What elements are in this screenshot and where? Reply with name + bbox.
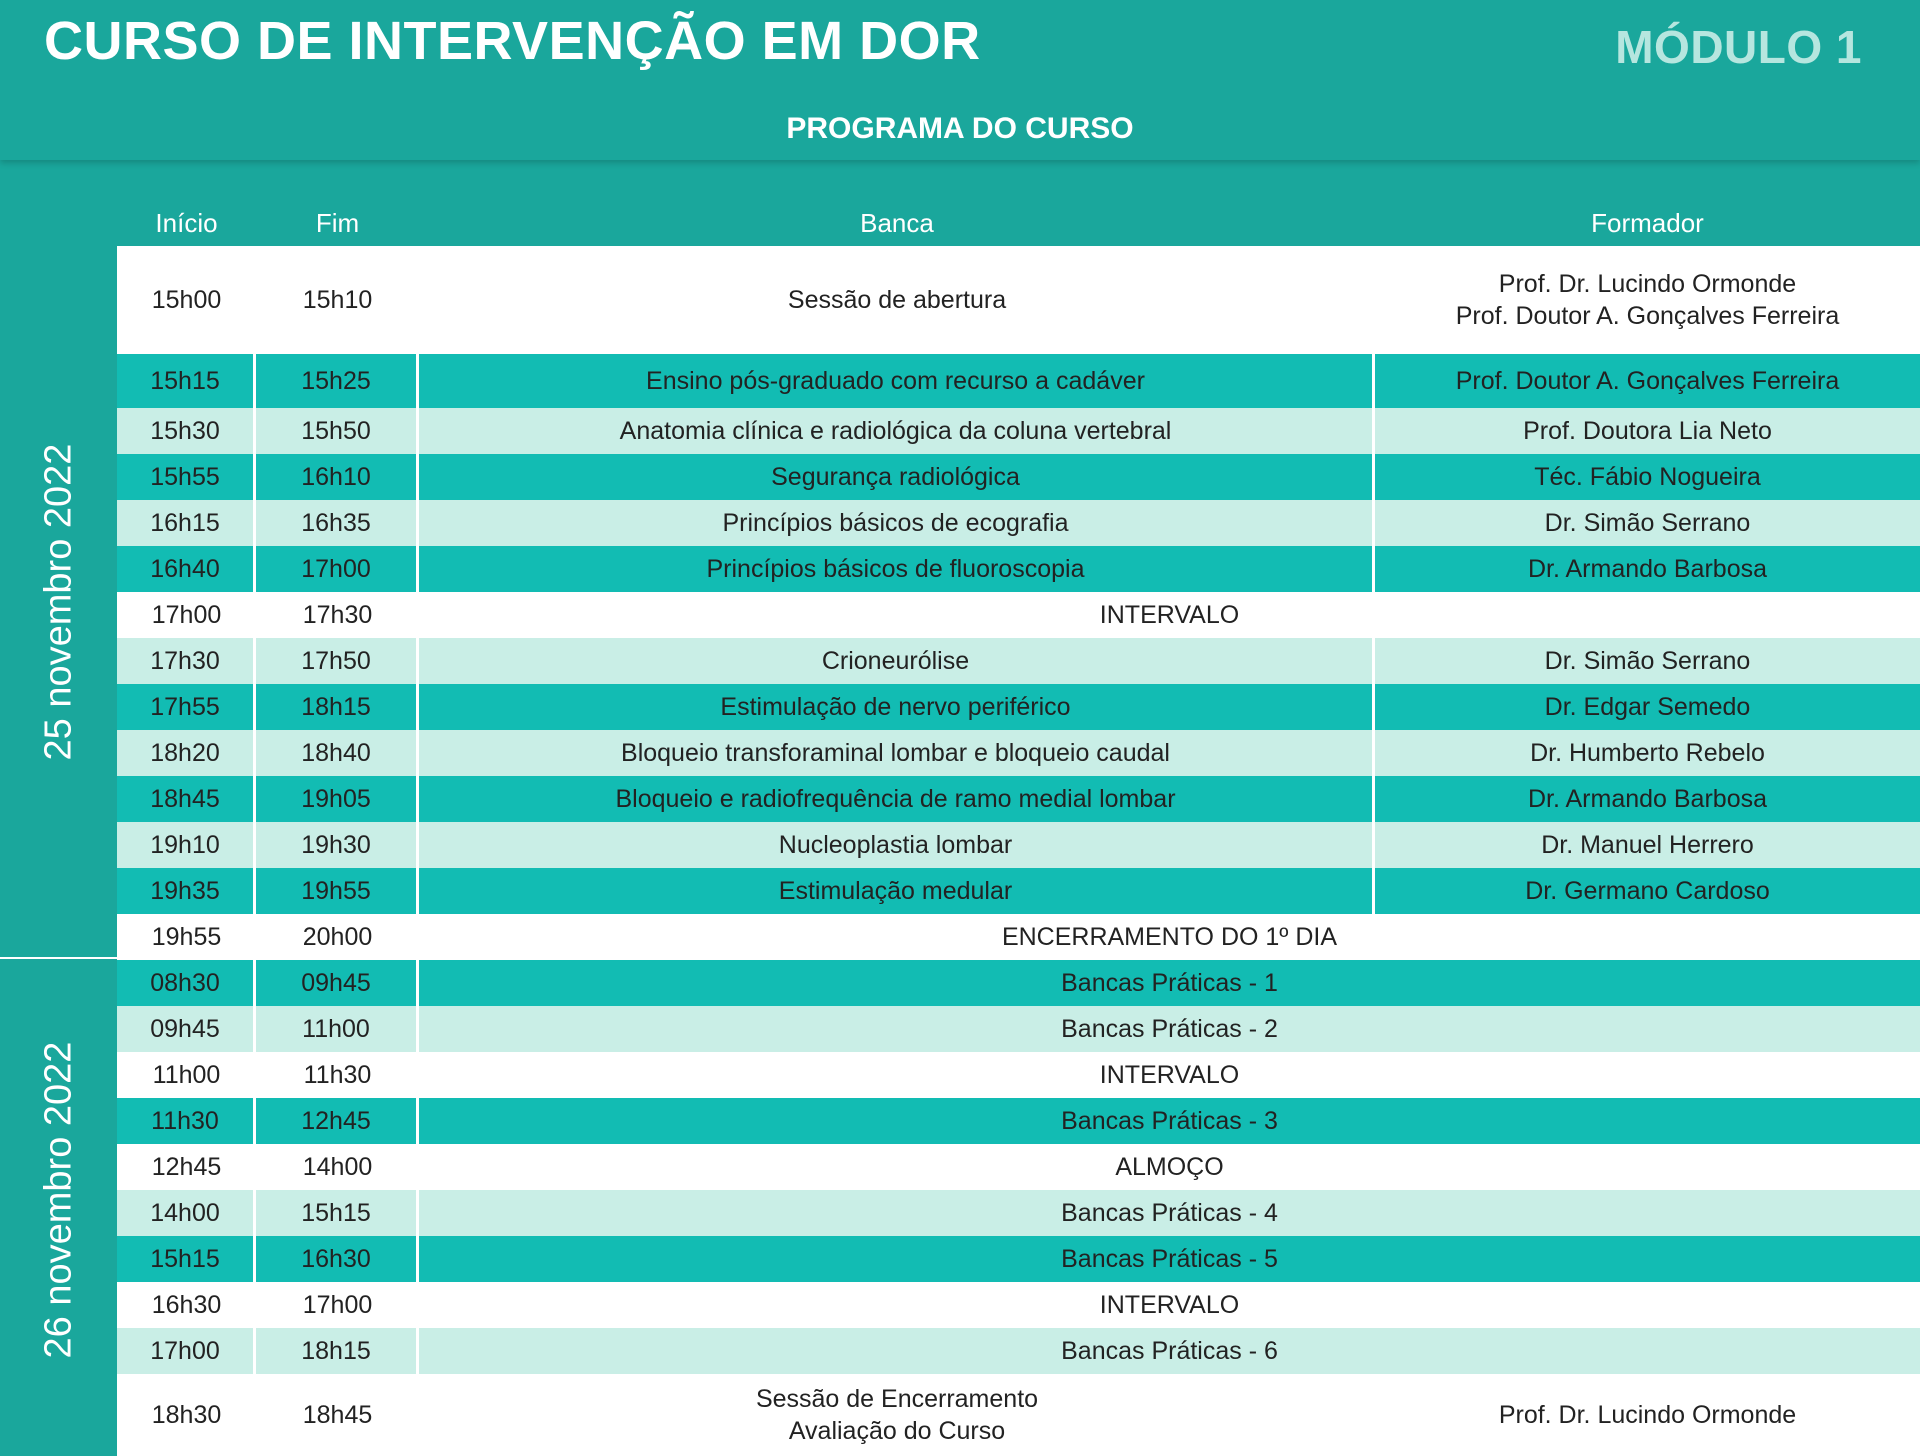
session-cell: INTERVALO xyxy=(1099,1291,1240,1319)
table-row xyxy=(117,776,1920,822)
table-row xyxy=(117,960,1920,1006)
start-time-cell: 17h00 xyxy=(151,601,222,629)
end-time-cell: 18h15 xyxy=(256,1328,419,1374)
column-header-trainer: Formador xyxy=(1591,208,1704,238)
end-time-cell: 15h25 xyxy=(256,354,419,408)
session-cell: Bancas Práticas - 6 xyxy=(1061,1337,1278,1365)
table-row xyxy=(117,1098,1920,1144)
session-cell: INTERVALO xyxy=(1099,601,1240,629)
start-time-cell: 18h20 xyxy=(117,730,256,776)
end-time-cell: 18h15 xyxy=(256,684,419,730)
end-time-cell: 18h40 xyxy=(256,730,419,776)
trainer-cell: Dr. Simão Serrano xyxy=(1544,509,1751,537)
end-time-cell: 16h35 xyxy=(256,500,419,546)
start-time-cell: 17h55 xyxy=(117,684,256,730)
table-row xyxy=(117,868,1920,914)
end-time-cell: 17h30 xyxy=(302,601,373,629)
end-time-cell: 15h50 xyxy=(256,408,419,454)
table-row xyxy=(117,1006,1920,1052)
end-time-cell: 15h10 xyxy=(302,286,373,314)
session-cell: ALMOÇO xyxy=(1115,1153,1224,1181)
start-time-cell: 19h10 xyxy=(117,822,256,868)
start-time-cell: 18h30 xyxy=(151,1401,222,1429)
end-time-cell: 16h10 xyxy=(256,454,419,500)
end-time-cell: 19h55 xyxy=(256,868,419,914)
trainer-cell: Prof. Dr. Lucindo Ormonde xyxy=(1498,1401,1797,1429)
end-time-cell: 11h30 xyxy=(303,1061,372,1089)
course-title: CURSO DE INTERVENÇÃO EM DOR xyxy=(44,11,981,71)
table-row xyxy=(117,638,1920,684)
session-cell: Princípios básicos de ecografia xyxy=(419,500,1375,546)
day-label-1 xyxy=(0,246,117,957)
end-time-cell: 11h00 xyxy=(256,1006,419,1052)
day-label-text: 26 novembro 2022 xyxy=(37,1041,79,1358)
start-time-cell: 15h15 xyxy=(117,1236,256,1282)
start-time-cell: 16h30 xyxy=(151,1291,222,1319)
session-cell: Bloqueio e radiofrequência de ramo medial lombar xyxy=(419,776,1375,822)
session-cell: Segurança radiológica xyxy=(419,454,1375,500)
table-row xyxy=(117,1328,1920,1374)
table-row xyxy=(117,408,1920,454)
start-time-cell: 15h00 xyxy=(151,286,222,314)
end-time-cell: 09h45 xyxy=(256,960,419,1006)
session-cell: Bancas Práticas - 1 xyxy=(1061,969,1278,997)
page-header xyxy=(0,0,1920,160)
session-cell: ENCERRAMENTO DO 1º DIA xyxy=(1001,923,1338,951)
trainer-cell: Dr. Armando Barbosa xyxy=(1527,555,1767,583)
table-row xyxy=(117,246,1920,354)
start-time-cell: 16h40 xyxy=(117,546,256,592)
session-cell: Sessão de abertura xyxy=(787,286,1007,314)
table-row xyxy=(117,822,1920,868)
start-time-cell: 11h00 xyxy=(152,1061,221,1089)
end-time-cell: 17h50 xyxy=(256,638,419,684)
start-time-cell: 18h45 xyxy=(117,776,256,822)
end-time-cell: 16h30 xyxy=(256,1236,419,1282)
session-cell: Nucleoplastia lombar xyxy=(419,822,1375,868)
start-time-cell: 19h55 xyxy=(151,923,222,951)
trainer-cell: Dr. Manuel Herrero xyxy=(1541,831,1754,859)
end-time-cell: 12h45 xyxy=(256,1098,419,1144)
table-row xyxy=(117,730,1920,776)
start-time-cell: 12h45 xyxy=(151,1153,222,1181)
table-row xyxy=(117,500,1920,546)
end-time-cell: 17h00 xyxy=(256,546,419,592)
table-row xyxy=(117,1052,1920,1098)
start-time-cell: 15h55 xyxy=(117,454,256,500)
end-time-cell: 17h00 xyxy=(302,1291,373,1319)
trainer-cell: Prof. Doutora Lia Neto xyxy=(1523,417,1772,445)
column-headers xyxy=(117,200,1920,246)
table-row xyxy=(117,354,1920,408)
trainer-cell: Dr. Edgar Semedo xyxy=(1544,693,1751,721)
table-row xyxy=(117,1282,1920,1328)
trainer-cell: Dr. Armando Barbosa xyxy=(1527,785,1767,813)
start-time-cell: 16h15 xyxy=(117,500,256,546)
table-row xyxy=(117,914,1920,960)
session-cell: Bancas Práticas - 4 xyxy=(1061,1199,1278,1227)
schedule-table xyxy=(117,246,1920,1445)
start-time-cell: 14h00 xyxy=(117,1190,256,1236)
session-cell: Bloqueio transforaminal lombar e bloqueio caudal xyxy=(419,730,1375,776)
column-header-start: Início xyxy=(155,208,218,238)
table-row xyxy=(117,546,1920,592)
trainer-cell: Dr. Simão Serrano xyxy=(1544,647,1751,675)
start-time-cell: 17h30 xyxy=(117,638,256,684)
table-row xyxy=(117,454,1920,500)
program-subtitle: PROGRAMA DO CURSO xyxy=(786,112,1134,145)
table-row xyxy=(117,1190,1920,1236)
start-time-cell: 17h00 xyxy=(117,1328,256,1374)
column-header-end: Fim xyxy=(315,208,360,238)
trainer-cell: Dr. Humberto Rebelo xyxy=(1530,739,1765,767)
session-cell: Sessão de Encerramento Avaliação do Curso xyxy=(755,1385,1039,1445)
table-row xyxy=(117,1144,1920,1190)
column-header-session: Banca xyxy=(860,208,934,238)
start-time-cell: 19h35 xyxy=(117,868,256,914)
session-cell: Princípios básicos de fluoroscopia xyxy=(419,546,1375,592)
end-time-cell: 15h15 xyxy=(256,1190,419,1236)
start-time-cell: 09h45 xyxy=(117,1006,256,1052)
session-cell: Anatomia clínica e radiológica da coluna vertebral xyxy=(419,408,1375,454)
session-cell: Crioneurólise xyxy=(419,638,1375,684)
start-time-cell: 08h30 xyxy=(117,960,256,1006)
session-cell: Ensino pós-graduado com recurso a cadáver xyxy=(419,354,1375,408)
start-time-cell: 11h30 xyxy=(117,1098,256,1144)
end-time-cell: 18h45 xyxy=(302,1401,373,1429)
session-cell: Bancas Práticas - 3 xyxy=(1061,1107,1278,1135)
module-label: MÓDULO 1 xyxy=(1615,21,1862,73)
trainer-cell: Dr. Germano Cardoso xyxy=(1525,877,1770,905)
start-time-cell: 15h15 xyxy=(117,354,256,408)
session-cell: INTERVALO xyxy=(1099,1061,1240,1089)
table-row xyxy=(117,684,1920,730)
end-time-cell: 20h00 xyxy=(302,923,373,951)
end-time-cell: 14h00 xyxy=(302,1153,373,1181)
start-time-cell: 15h30 xyxy=(117,408,256,454)
end-time-cell: 19h30 xyxy=(256,822,419,868)
trainer-cell: Prof. Doutor A. Gonçalves Ferreira xyxy=(1455,367,1840,395)
day-label-2 xyxy=(0,959,117,1440)
table-row xyxy=(117,592,1920,638)
session-cell: Bancas Práticas - 2 xyxy=(1061,1015,1278,1043)
end-time-cell: 19h05 xyxy=(256,776,419,822)
trainer-cell: Prof. Dr. Lucindo Ormonde Prof. Doutor A. Gonçalves Ferreira xyxy=(1455,270,1840,330)
session-cell: Bancas Práticas - 5 xyxy=(1061,1245,1278,1273)
session-cell: Estimulação de nervo periférico xyxy=(419,684,1375,730)
session-cell: Estimulação medular xyxy=(419,868,1375,914)
table-row xyxy=(117,1236,1920,1282)
day-label-text: 25 novembro 2022 xyxy=(37,443,79,760)
table-row xyxy=(117,1374,1920,1456)
trainer-cell: Téc. Fábio Nogueira xyxy=(1534,463,1761,491)
